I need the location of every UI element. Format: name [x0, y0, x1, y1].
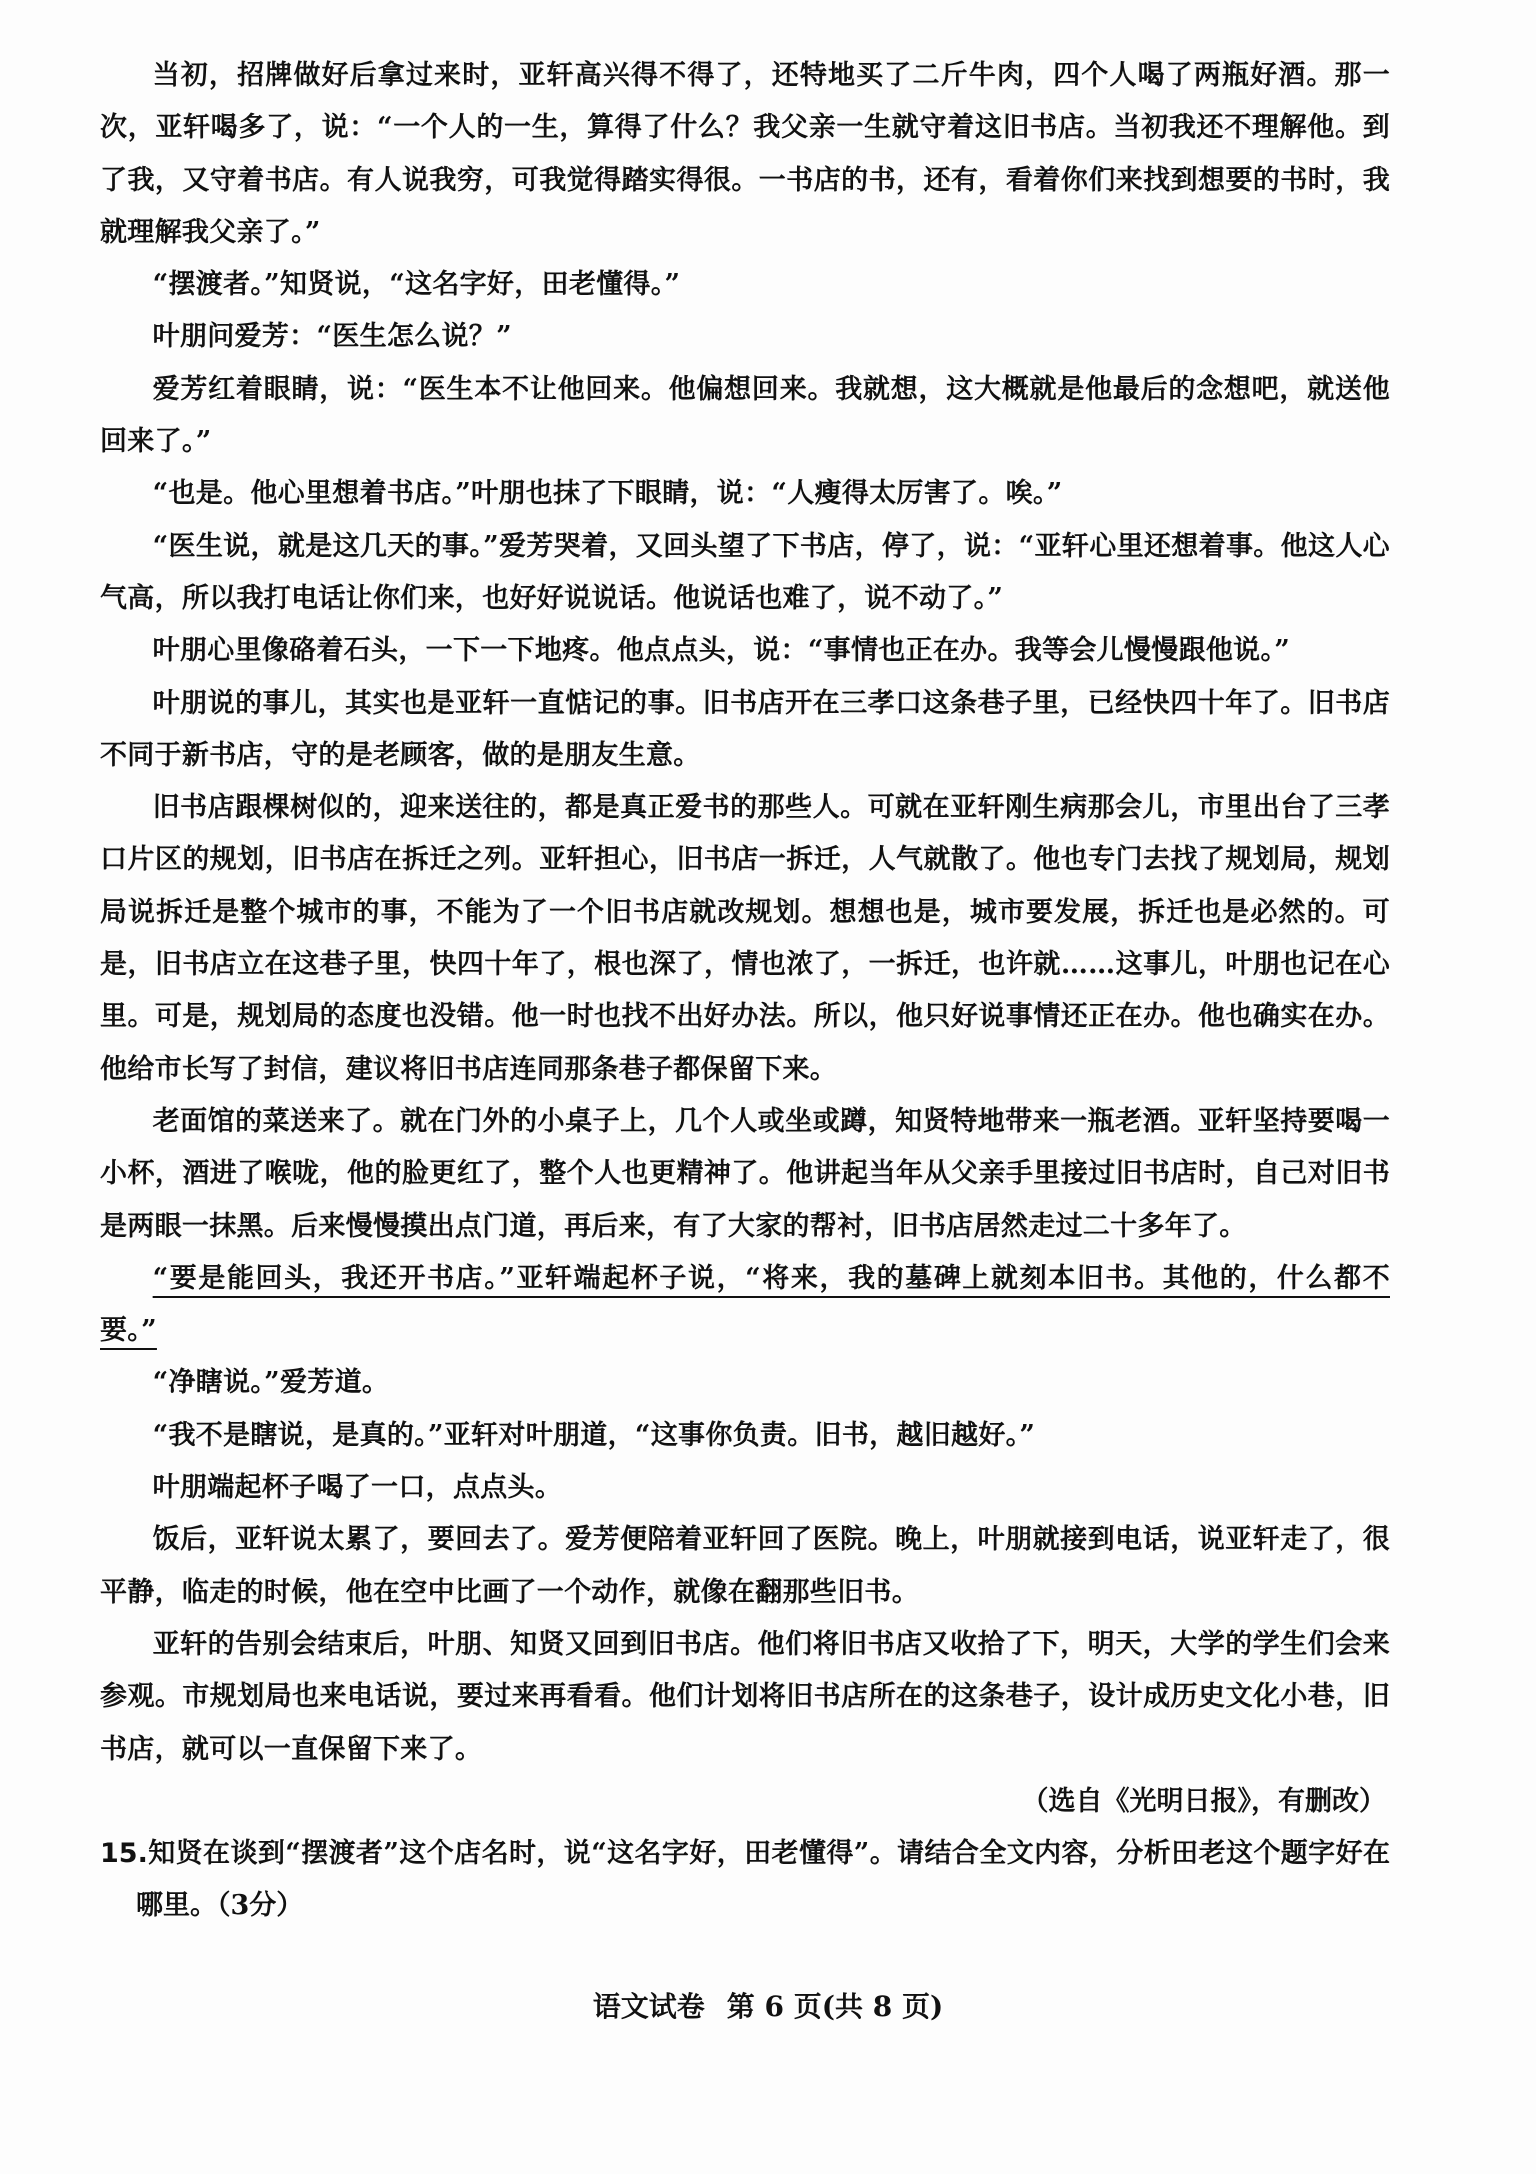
- paragraph-9: 旧书店跟棵树似的，迎来送往的，都是真正爱书的那些人。可就在亚轩刚生病那会儿，市里出台了三孝口片区的规划，旧书店在拆迁之列。亚轩担心，旧书店一拆迁，人气就散了。他也专门去找了规划局，规划局说拆迁是整个城市的事，不能为了一个旧书店就改规划。想想也是，城市要发展，拆迁也是必然的。可是，旧书店立在这巷子里，快四十年了，根也深了，情也浓了，一拆迁，也许就……这事儿，叶朋也记在心里。可是，规划局的态度也没错。他一时也找不出好办法。所以，他只好说事情还正在办。他也确实在办。他给市长写了封信，建议将旧书店连同那条巷子都保留下来。: [100, 792, 1390, 1085]
- paragraph-11-underlined: [100, 1253, 1390, 1358]
- footer-page-info: 第 6 页(共 8 页): [726, 1990, 944, 2023]
- paragraph-5: “也是。他心里想着书店。”叶朋也抹了下眼睛，说：“人瘦得太厉害了。唉。”: [152, 478, 1063, 510]
- paragraph-7: 叶朋心里像硌着石头，一下一下地疼。他点点头，说：“事情也正在办。我等会儿慢慢跟他说。”: [152, 635, 1291, 667]
- question-number: 15.: [100, 1838, 148, 1870]
- question-15: [100, 1828, 1390, 1933]
- paragraph-13: “我不是瞎说，是真的。”亚轩对叶朋道，“这事你负责。旧书，越旧越好。”: [152, 1419, 1036, 1451]
- underlined-sentence: “要是能回头，我还开书店。”亚轩端起杯子说，“将来，我的墓碑上就刻本旧书。其他的，什么都不要。”: [100, 1262, 1390, 1347]
- source-note: （选自《光明日报》，有删改）: [1021, 1785, 1386, 1817]
- paragraph-4: 爱芳红着眼睛，说：“医生本不让他回来。他偏想回来。我就想，这大概就是他最后的念想吧，就送他回来了。”: [100, 373, 1390, 458]
- footer-subject: 语文试卷: [592, 1990, 705, 2023]
- paragraph-3: 叶朋问爱芳：“医生怎么说？”: [152, 321, 512, 353]
- paragraph-12: “净瞎说。”爱芳道。: [152, 1367, 390, 1399]
- paragraph-8: 叶朋说的事儿，其实也是亚轩一直惦记的事。旧书店开在三孝口这条巷子里，已经快四十年了。旧书店不同于新书店，守的是老顾客，做的是朋友生意。: [100, 687, 1390, 771]
- question-text: 知贤在谈到“摆渡者”这个店名时，说“这名字好，田老懂得”。请结合全文内容，分析田老这个题字好在哪里。（3分）: [136, 1838, 1390, 1922]
- paragraph-1: 当初，招牌做好后拿过来时，亚轩高兴得不得了，还特地买了二斤牛肉，四个人喝了两瓶好酒。那一次，亚轩喝多了，说：“一个人的一生，算得了什么？我父亲一生就守着这旧书店。当初我还不理解他。到了我，又守着书店。有人说我穷，可我觉得踏实得很。一书店的书，还有，看着你们来找到想要的书时，我就理解我父亲了。”: [100, 60, 1390, 248]
- paragraph-14: 叶朋端起杯子喝了一口，点点头。: [152, 1472, 563, 1504]
- reading-passage: [100, 50, 1390, 1950]
- paragraph-10: 老面馆的菜送来了。就在门外的小桌子上，几个人或坐或蹲，知贤特地带来一瓶老酒。亚轩坚持要喝一小杯，酒进了喉咙，他的脸更红了，整个人也更精神了。他讲起当年从父亲手里接过旧书店时，自己对旧书是两眼一抹黑。后来慢慢摸出点门道，再后来，有了大家的帮衬，旧书店居然走过二十多年了。: [100, 1105, 1390, 1242]
- paragraph-6: “医生说，就是这几天的事。”爱芳哭着，又回头望了下书店，停了，说：“亚轩心里还想着事。他这人心气高，所以我打电话让你们来，也好好说说话。他说话也难了，说不动了。”: [100, 530, 1390, 614]
- page-footer: [0, 1985, 1536, 2025]
- paragraph-15: 饭后，亚轩说太累了，要回去了。爱芳便陪着亚轩回了医院。晚上，叶朋就接到电话，说亚轩走了，很平静，临走的时候，他在空中比画了一个动作，就像在翻那些旧书。: [100, 1524, 1390, 1608]
- paragraph-16: 亚轩的告别会结束后，叶朋、知贤又回到旧书店。他们将旧书店又收拾了下，明天，大学的学生们会来参观。市规划局也来电话说，要过来再看看。他们计划将旧书店所在的这条巷子，设计成历史文化小巷，旧书店，就可以一直保留下来了。: [100, 1628, 1390, 1765]
- paragraph-2: “摆渡者。”知贤说，“这名字好，田老懂得。”: [152, 269, 681, 301]
